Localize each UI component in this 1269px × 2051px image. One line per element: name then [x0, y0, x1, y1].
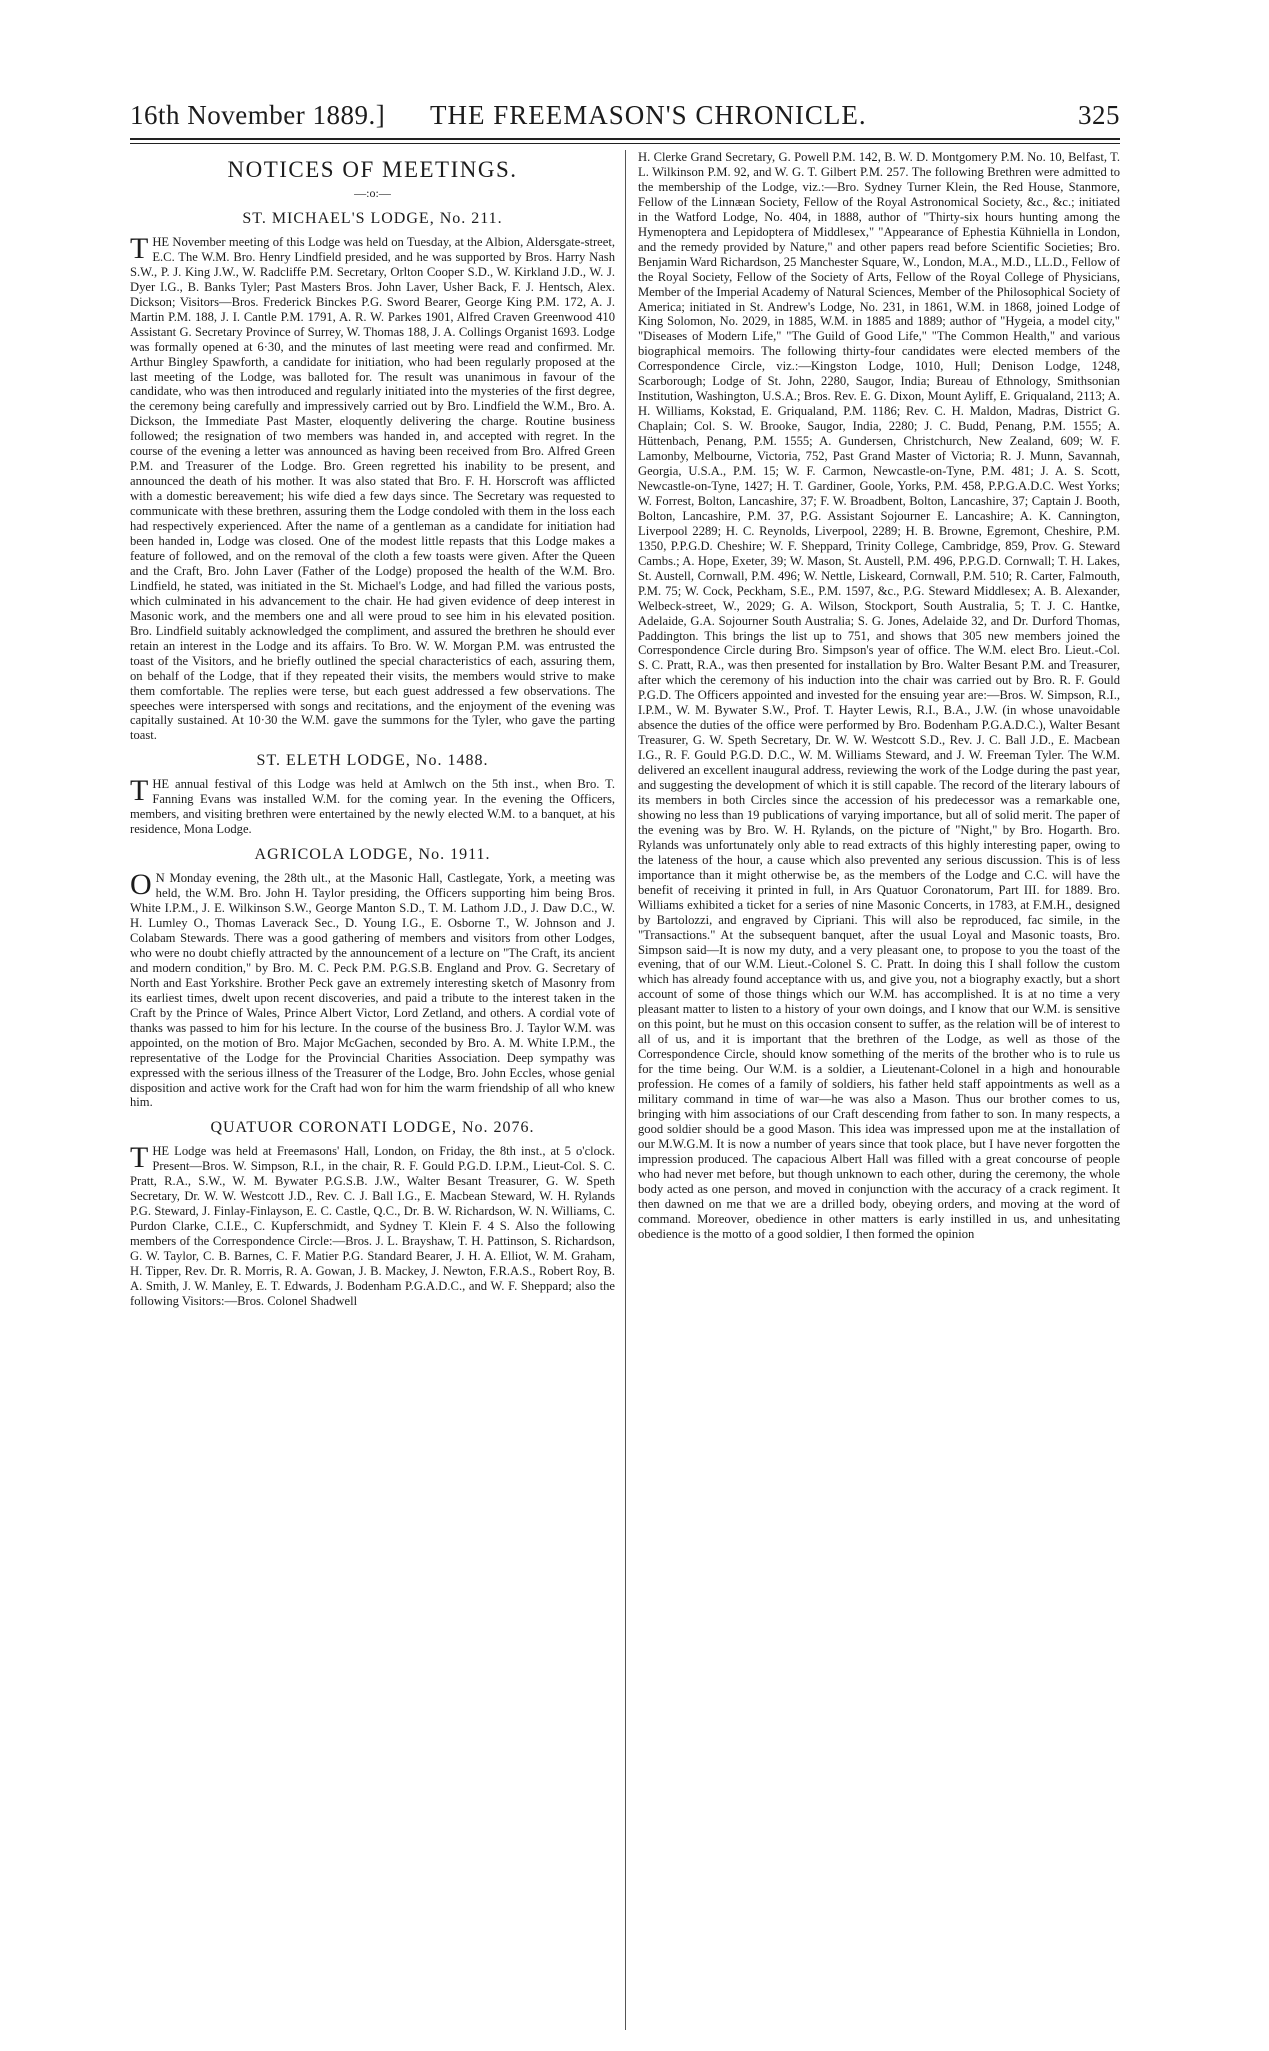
article-body — [130, 231, 615, 743]
publication-title: THE FREEMASON'S CHRONICLE. — [430, 100, 867, 130]
article-body — [130, 868, 615, 1110]
article-heading: AGRICOLA LODGE, No. 1911. — [254, 846, 491, 864]
section-separator: —:o:— — [354, 186, 391, 200]
right-column — [638, 150, 1120, 2030]
article-continuation: H. Clerke Grand Secretary, G. Powell P.M. 142, B. W. D. Montgomery P.M. No. 10, Belfast, T. L. Wilkinson P.M. 92, and W. G. T. Gilbert P.M. 257. The following Brethren were admitted to the membership of the Lodge, viz.:—Bro. Sydney Turner Klein, the Red House, Stanmore, Fellow of the Linnæan Society, Fellow of the Royal Astronomical Society, &c., &c.; initiated in the Watford Lodge, No. 404, in 1888, author of "Thirty-six hours hunting among the Hymenoptera and Lepidoptera of Middlesex," "Appearance of Ephestia Kühniella in London, and the remedy provided by Nature," and other papers read before Scientific Societies; Bro. Benjamin Ward Richardson, 25 Manchester Square, W., London, M.A., M.D., LL.D., Fellow of the Royal Society, Fellow of the Society of Arts, Fellow of the Royal College of Physicians, Member of the Imperial Academy of Natural Sciences, Member of the Philosophical Society of America; initiated in St. Andrew's Lodge, No. 231, in 1861, W.M. in 1868, joined Lodge of King Solomon, No. 2029, in 1885, W.M. in 1885 and 1889; author of "Hygeia, a model city," "Diseases of Modern Life," "The Guild of Good Life," "The Common Health," and various biographical memoirs. The following thirty-four candidates were elected members of the Correspondence Circle, viz.:—Kingston Lodge, 1010, Hull; Denison Lodge, 1248, Scarborough; Lodge of St. John, 2280, Saugor, India; Bureau of Ethnology, Smithsonian Institution, Washington, U.S.A.; Bros. Rev. E. G. Dixon, Mount Ayliff, E. Griqualand, 2113; A. H. Williams, Kokstad, E. Griqualand, P.M. 1186; Rev. C. H. Maldon, Madras, District G. Chaplain; Col. S. W. Brooke, Saugor, India, 2280; J. C. Budd, Penang, P.M. 1555; A. Hüttenbach, Penang, P.M. 1555; A. Gundersen, Christchurch, New Zealand, 609; W. F. Lamonby, Melbourne, Victoria, 752, Past Grand Master of Victoria; R. J. Munn, Savannah, Georgia, U.S.A., P.M. 15; W. F. Carmon, Newcastle-on-Tyne, P.M. 481; J. A. S. Scott, Newcastle-on-Tyne, 1427; H. T. Gardiner, Goole, Yorks, P.M. 458, P.P.G.A.D.C. West Yorks; W. Forrest, Bolton, Lancashire, 37; F. W. Broadbent, Bolton, Lancashire, 37; Captain J. Booth, Bolton, Lancashire, P.M. 37, P.G. Assistant Sojourner E. Lancashire; A. K. Cannington, Liverpool 2289; H. C. Reynolds, Liverpool, 2289; H. B. Browne, Egremont, Cheshire, P.M. 1350, P.P.G.D. Cheshire; W. F. Sheppard, Trinity College, Cambridge, 859, Prov. G. Steward Cambs.; A. Hope, Exeter, 39; W. Mason, St. Austell, P.M. 496, P.P.G.D. Cornwall; T. H. Lakes, St. Austell, Cornwall, P.M. 496; W. Nettle, Liskeard, Cornwall, P.M. 510; R. Carter, Falmouth, P.M. 75; W. Cock, Peckham, S.E., P.M. 1597, &c., P.G. Steward Middlesex; A. B. Alexander, Welbeck-street, W., 2029; G. A. Wilson, Stockport, South Australia, 5; T. J. C. Hantke, Adelaide, G.A. Sojourner South Australia; S. G. Jones, Adelaide 32, and Dr. Durford Thomas, Paddington. This brings the list up to 751, and shows that 305 new members joined the Correspondence Circle during Bro. Simpson's year of office. The W.M. elect Bro. Lieut.-Col. S. C. Pratt, R.A., was then presented for installation by Bro. Walter Besant P.M. and Treasurer, after which the ceremony of his induction into the chair was carried out by Bro. R. F. Gould P.G.D. The Officers appointed and invested for the ensuing year are:—Bros. W. Simpson, R.I., I.P.M., W. M. Bywater S.W., Prof. T. Hayter Lewis, R.I., B.A., J.W. (in whose unavoidable absence the duties of the office were performed by Bro. Bodenham P.G.A.D.C.), Walter Besant Treasurer, G. W. Speth Secretary, Dr. W. W. Westcott S.D., Rev. J. C. Ball J.D., E. Macbean I.G., R. F. Gould P.G.D. D.C., W. M. Williams Steward, and J. W. Freeman Tyler. The W.M. delivered an excellent inaugural address, reviewing the work of the Lodge during the past year, and suggesting the development of which it is still capable. The record of the literary labours of its members in both Circles since the accession of his predecessor was a remarkable one, showing no less than 19 publications of varying importance, but all of solid merit. The paper of the evening was by Bro. W. H. Rylands, on the picture of "Night," by Bro. Hogarth. Bro. Rylands was unfortunately only able to read extracts of this highly interesting paper, owing to the lateness of the hour, a cause which also prevented any serious discussion. This is of less importance than it might otherwise be, as the members of the Lodge and C.C. will have the benefit of receiving it printed in full, in Ars Quatuor Coronatorum, Part III. for 1889. Bro. Williams exhibited a ticket for a series of nine Masonic Concerts, in 1783, at F.M.H., designed by Bartolozzi, and engraved by Cipriani. This will also be reproduced, fac simile, in the "Transactions." At the subsequent banquet, after the usual Loyal and Masonic toasts, Bro. Simpson said—It is now my duty, and a very pleasant one, to propose to you the toast of the evening, that of our W.M. Lieut.-Colonel S. C. Pratt. In doing this I shall follow the custom which has already found acceptance with us, and give you, not a biography exactly, but a short account of some of those things which our W.M. has accomplished. It is at no time a very pleasant matter to listen to a history of your own doings, and I know that our W.M. is sensitive on this point, but he must on this occasion consent to suffer, as the relation will be of interest to all of us, and it is important that the brethren of the Lodge, as well as those of the Correspondence Circle, should know something of the merits of the brother who is to rule us for the time being. Our W.M. is a soldier, a Lieutenant-Colonel in a high and honourable profession. He comes of a family of soldiers, his father held staff appointments as well as a military command in time of war—he was also a Mason. Thus our brother comes to us, bringing with him associations of our Craft descending from father to son. In many respects, a good soldier should be a good Mason. This idea was impressed upon me at the installation of our M.W.G.M. It is now a number of years since that took place, but I have never forgotten the impression produced. The capacious Albert Hall was filled with a great concourse of people who had never met before, but though unknown to each other, during the ceremony, the whole body acted as one person, and moved in conjunction with the accuracy of a crack regiment. It then dawned on me that we are a drilled body, obeying orders, and moving at the word of command. Moreover, obedience in other matters is early instilled in us, and unhesitating obedience is the motto of a good soldier, I then formed the opinion — [638, 150, 1120, 1241]
article-body — [130, 774, 615, 837]
section-title: NOTICES OF MEETINGS. — [227, 157, 518, 182]
page-number: 325 — [1078, 100, 1120, 130]
drop-cap: T — [130, 231, 149, 265]
column-divider — [625, 150, 626, 2030]
header-rule-thick — [130, 138, 1120, 140]
drop-cap: O — [130, 868, 152, 902]
drop-cap: T — [130, 774, 149, 808]
article-text: N Monday evening, the 28th ult., at the Masonic Hall, Castlegate, York, a meeting was held, the W.M. Bro. John H. Taylor presiding, the Officers supporting him being Bros. White I.P.M., J. E. Wilkinson S.W., George Manton S.D., T. M. Lathom J.D., J. Daw D.C., W. H. Lumley O., Thomas Laverack Sec., D. Young I.G., E. Osborne T., W. Johnson and J. Colabam Stewards. There was a good gathering of members and visitors from other Lodges, who were no doubt chiefly attracted by the announcement of a lecture on "The Craft, its ancient and modern condition," by Bro. M. C. Peck P.M. P.G.S.B. England and Prov. G. Secretary of North and East Yorkshire. Brother Peck gave an extremely interesting sketch of Masonry from its earliest times, dwelt upon recent discoveries, and paid a tribute to the interest taken in the Craft by the Prince of Wales, Prince Albert Victor, Lord Zetland, and others. A cordial vote of thanks was passed to him for his lecture. In the course of the business Bro. J. Taylor W.M. was appointed, on the motion of Bro. Major McGachen, seconded by Bro. A. M. White I.P.M., the representative of the Lodge for the Provincial Charities Association. Deep sympathy was expressed with the serious illness of the Treasurer of the Lodge, Bro. John Eccles, whose genial disposition and active work for the Craft had won for him the warm friendship of all who knew him. — [130, 871, 615, 1110]
article-heading: QUATUOR CORONATI LODGE, No. 2076. — [210, 1119, 535, 1137]
article-text: HE annual festival of this Lodge was held at Amlwch on the 5th inst., when Bro. T. Fanning Evans was installed W.M. for the coming year. In the evening the Officers, members, and visiting brethren were entertained by the newly elected W.M. to a banquet, at his residence, Mona Lodge. — [130, 777, 615, 837]
article-text: HE Lodge was held at Freemasons' Hall, London, on Friday, the 8th inst., at 5 o'clock. Present—Bros. W. Simpson, R.I., in the chair, R. F. Gould P.G.D. I.P.M., Lieut-Col. S. C. Pratt, R.A., S.W., W. M. Bywater P.G.S.B. J.W., Walter Besant Treasurer, G. W. Speth Secretary, Dr. W. W. Westcott J.D., Rev. C. J. Ball I.G., E. Macbean Steward, W. H. Rylands P.G. Steward, J. Finlay-Finlayson, E. C. Castle, Q.C., Dr. B. W. Richardson, W. N. Williams, C. Purdon Clarke, C.I.E., C. Kupferschmidt, and Sydney T. Klein F. 4 S. Also the following members of the Correspondence Circle:—Bros. J. L. Brayshaw, T. H. Pattinson, S. Richardson, G. W. Taylor, C. B. Barnes, C. F. Matier P.G. Standard Bearer, J. H. A. Elliot, W. M. Graham, H. Tipper, Rev. Dr. R. Morris, R. A. Gowan, J. B. Mackey, J. Newton, F.R.A.S., Robert Roy, B. A. Smith, J. W. Manley, E. T. Edwards, J. Bodenham P.G.A.D.C., and W. F. Sheppard; also the following Visitors:—Bros. Colonel Shadwell — [130, 1144, 615, 1308]
article-heading: ST. MICHAEL'S LODGE, No. 211. — [242, 209, 503, 227]
article-heading: ST. ELETH LODGE, No. 1488. — [256, 752, 489, 770]
article-body — [130, 1141, 615, 1308]
header-rule-thin — [130, 143, 1120, 144]
left-column — [130, 150, 615, 2030]
issue-date: 16th November 1889.] — [130, 100, 386, 130]
article-text: HE November meeting of this Lodge was held on Tuesday, at the Albion, Aldersgate-street, E.C. The W.M. Bro. Henry Lindfield presided, and he was supported by Bros. Harry Nash S.W., P. J. King J.W., W. Radcliffe P.M. Secretary, Orlton Cooper S.D., W. Kirkland J.D., W. J. Dyer I.G., B. Banks Tyler; Past Masters Bros. John Laver, Usher Back, F. J. Hentsch, Alex. Dickson; Visitors—Bros. Frederick Binckes P.G. Sword Bearer, George King P.M. 172, A. J. Martin P.M. 188, J. I. Cantle P.M. 1791, A. R. W. Parkes 1901, Alfred Craven Greenwood 410 Assistant G. Secretary Province of Surrey, W. Thomas 188, J. A. Collings Organist 1693. Lodge was formally opened at 6·30, and the minutes of last meeting were read and confirmed. Mr. Arthur Bingley Spawforth, a candidate for initiation, who had been regularly proposed at the last meeting of the Lodge, was balloted for. The result was unanimous in favour of the candidate, who was then introduced and regularly initiated into the mysteries of the first degree, the ceremony being carefully and impressively carried out by Bro. Lindfield the W.M., Bro. A. Dickson, the Immediate Past Master, eloquently delivering the charge. Routine business followed; the resignation of two members was handed in, and accepted with regret. In the course of the evening a letter was announced as having been received from Bro. Alfred Green P.M. and Treasurer of the Lodge. Bro. Green regretted his inability to be present, and announced the death of his mother. It was also stated that Bro. F. H. Horscroft was afflicted with a domestic bereavement; his wife died a few days since. The Secretary was requested to communicate with these brethren, assuring them the Lodge condoled with them in the loss each had respectively experienced. After the name of a gentleman as a candidate for initiation had been handed in, Lodge was closed. One of the modest little repasts that this Lodge makes a feature of followed, and on the removal of the cloth a few toasts were given. After the Queen and the Craft, Bro. John Laver (Father of the Lodge) proposed the health of the W.M. Bro. Lindfield, he stated, was initiated in the St. Michael's Lodge, and had filled the various posts, which culminated in his advancement to the chair. He had given evidence of deep interest in Masonic work, and the members one and all were proud to see him in his elevated position. Bro. Lindfield suitably acknowledged the compliment, and assured the brethren he should ever retain an interest in the Lodge and its affairs. To Bro. W. W. Morgan P.M. was entrusted the toast of the Visitors, and he briefly outlined the special characteristics of each, assuring them, on behalf of the Lodge, that if they repeated their visits, the members would strive to make them comfortable. The replies were terse, but each guest addressed a few observations. The speeches were interspersed with songs and recitations, and the enjoyment of the evening was capitally sustained. At 10·30 the W.M. gave the summons for the Tyler, who gave the parting toast. — [130, 234, 615, 743]
page-header — [130, 100, 1120, 136]
drop-cap: T — [130, 1141, 149, 1175]
